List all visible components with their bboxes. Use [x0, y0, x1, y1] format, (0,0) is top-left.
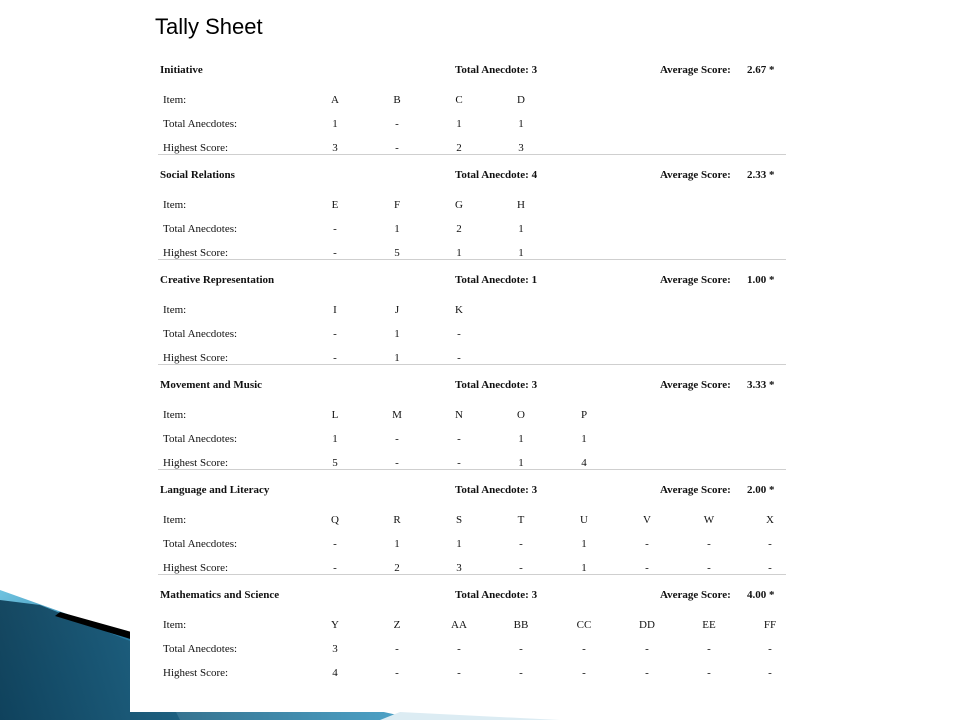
average-score-label: Average Score:	[660, 169, 731, 181]
total-anecdotes-row-cell: 2	[456, 223, 462, 235]
highest-score-row-cell: -	[333, 352, 337, 364]
section-name: Mathematics and Science	[160, 589, 280, 601]
average-score-label: Average Score:	[660, 589, 731, 601]
total-anecdotes-row-cell: 1	[581, 538, 587, 550]
total-anecdote-header: Total Anecdote: 3	[455, 589, 538, 601]
item-row-cell: F	[393, 199, 401, 211]
total-anecdotes-row-label: Total Anecdotes:	[163, 118, 238, 130]
total-anecdotes-row-label: Total Anecdotes:	[163, 433, 238, 445]
wave-shape-pale	[380, 712, 560, 720]
section-divider	[158, 259, 786, 260]
total-anecdotes-row-cell: 3	[332, 643, 338, 655]
total-anecdotes-row-cell: -	[519, 643, 523, 655]
item-row-cell: G	[455, 199, 463, 211]
average-score-value: 3.33 *	[747, 379, 775, 391]
item-row-cell: I	[333, 304, 337, 316]
item-row-cell: L	[331, 409, 339, 421]
total-anecdotes-row-cell: 1	[456, 118, 462, 130]
item-row-cell: D	[517, 94, 525, 106]
item-row-cell: Q	[331, 514, 339, 526]
highest-score-row-cell: 3	[456, 562, 462, 574]
total-anecdotes-row-cell: -	[645, 643, 649, 655]
highest-score-row-cell: -	[768, 562, 772, 574]
item-row-cell: K	[455, 304, 463, 316]
total-anecdotes-row-cell: 1	[518, 118, 524, 130]
item-row-cell: AA	[451, 619, 467, 631]
total-anecdote-header: Total Anecdote: 1	[455, 274, 538, 286]
highest-score-row-cell: -	[768, 667, 772, 679]
item-row-label: Item:	[163, 409, 187, 421]
highest-score-row-cell: 1	[518, 247, 524, 259]
total-anecdotes-row-cell: 1	[332, 433, 338, 445]
tally-sheet	[130, 44, 815, 712]
tally-section	[130, 474, 815, 579]
total-anecdote-header: Total Anecdote: 3	[455, 64, 538, 76]
item-row-cell: FF	[763, 619, 777, 631]
total-anecdotes-row-cell: -	[457, 328, 461, 340]
highest-score-row-cell: -	[333, 562, 337, 574]
total-anecdotes-row-cell: 1	[518, 433, 524, 445]
highest-score-row-cell: -	[707, 667, 711, 679]
average-score-label: Average Score:	[660, 274, 731, 286]
item-row-cell: N	[455, 409, 463, 421]
total-anecdotes-row-cell: -	[457, 433, 461, 445]
item-row-cell: B	[393, 94, 401, 106]
item-row-cell: P	[580, 409, 588, 421]
highest-score-row-cell: 5	[332, 457, 338, 469]
highest-score-row-cell: 3	[518, 142, 524, 154]
highest-score-row-cell: -	[395, 667, 399, 679]
highest-score-row-cell: -	[457, 667, 461, 679]
total-anecdotes-row-cell: -	[395, 433, 399, 445]
highest-score-row-label: Highest Score:	[163, 562, 229, 574]
total-anecdotes-row-label: Total Anecdotes:	[163, 328, 238, 340]
item-row-label: Item:	[163, 199, 187, 211]
item-row-cell: S	[455, 514, 463, 526]
section-divider	[158, 154, 786, 155]
highest-score-row-cell: -	[582, 667, 586, 679]
item-row-cell: EE	[702, 619, 716, 631]
average-score-value: 2.00 *	[747, 484, 775, 496]
tally-section	[130, 369, 815, 474]
highest-score-row-cell: -	[519, 562, 523, 574]
item-row-cell: E	[331, 199, 339, 211]
highest-score-row-label: Highest Score:	[163, 457, 229, 469]
highest-score-row-cell: 1	[581, 562, 587, 574]
item-row-cell: J	[394, 304, 400, 316]
item-row-cell: V	[643, 514, 651, 526]
highest-score-row-label: Highest Score:	[163, 667, 229, 679]
total-anecdotes-row-cell: 1	[518, 223, 524, 235]
item-row-cell: M	[392, 409, 402, 421]
highest-score-row-label: Highest Score:	[163, 352, 229, 364]
highest-score-row-cell: -	[333, 247, 337, 259]
total-anecdotes-row-cell: -	[333, 223, 337, 235]
item-row-label: Item:	[163, 514, 187, 526]
highest-score-row-cell: -	[519, 667, 523, 679]
total-anecdotes-row-cell: 1	[394, 538, 400, 550]
item-row-cell: A	[331, 94, 339, 106]
slide-title: Tally Sheet	[155, 14, 263, 39]
section-name: Language and Literacy	[160, 484, 270, 496]
highest-score-row-label: Highest Score:	[163, 142, 229, 154]
total-anecdotes-row-cell: -	[768, 538, 772, 550]
highest-score-row-cell: 1	[456, 247, 462, 259]
tally-section	[130, 579, 815, 684]
tally-section	[130, 159, 815, 264]
section-divider	[158, 469, 786, 470]
total-anecdotes-row-label: Total Anecdotes:	[163, 223, 238, 235]
average-score-value: 1.00 *	[747, 274, 775, 286]
total-anecdotes-row-cell: 1	[456, 538, 462, 550]
total-anecdotes-row-label: Total Anecdotes:	[163, 538, 238, 550]
highest-score-row-cell: 5	[394, 247, 400, 259]
total-anecdotes-row-cell: -	[395, 643, 399, 655]
item-row-cell: U	[580, 514, 588, 526]
total-anecdotes-row-cell: -	[707, 538, 711, 550]
item-row-cell: T	[517, 514, 525, 526]
section-name: Movement and Music	[160, 379, 263, 391]
highest-score-row-cell: -	[645, 562, 649, 574]
highest-score-row-cell: 1	[394, 352, 400, 364]
section-name: Initiative	[160, 64, 203, 76]
item-row-cell: Y	[331, 619, 339, 631]
item-row-cell: CC	[576, 619, 592, 631]
total-anecdotes-row-label: Total Anecdotes:	[163, 643, 238, 655]
tally-section	[130, 264, 815, 369]
item-row-label: Item:	[163, 304, 187, 316]
highest-score-row-cell: -	[457, 457, 461, 469]
section-divider	[158, 574, 786, 575]
highest-score-row-cell: 1	[518, 457, 524, 469]
total-anecdotes-row-cell: -	[333, 328, 337, 340]
item-row-cell: R	[393, 514, 401, 526]
average-score-value: 2.33 *	[747, 169, 775, 181]
average-score-label: Average Score:	[660, 64, 731, 76]
total-anecdotes-row-cell: -	[457, 643, 461, 655]
total-anecdotes-row-cell: -	[707, 643, 711, 655]
item-row-cell: H	[517, 199, 525, 211]
total-anecdotes-row-cell: -	[395, 118, 399, 130]
item-row-label: Item:	[163, 94, 187, 106]
highest-score-row-cell: 2	[394, 562, 400, 574]
highest-score-row-cell: -	[707, 562, 711, 574]
highest-score-row-cell: 4	[332, 667, 338, 679]
highest-score-row-cell: -	[395, 142, 399, 154]
item-row-cell: C	[455, 94, 463, 106]
section-divider	[158, 364, 786, 365]
total-anecdotes-row-cell: 1	[394, 328, 400, 340]
tally-section	[130, 54, 815, 159]
total-anecdote-header: Total Anecdote: 4	[455, 169, 538, 181]
total-anecdote-header: Total Anecdote: 3	[455, 484, 538, 496]
total-anecdotes-row-cell: 1	[332, 118, 338, 130]
highest-score-row-cell: -	[457, 352, 461, 364]
total-anecdotes-row-cell: 1	[394, 223, 400, 235]
total-anecdotes-row-cell: -	[519, 538, 523, 550]
average-score-value: 4.00 *	[747, 589, 775, 601]
highest-score-row-cell: -	[395, 457, 399, 469]
highest-score-row-label: Highest Score:	[163, 247, 229, 259]
item-row-cell: W	[703, 514, 715, 526]
item-row-cell: Z	[393, 619, 401, 631]
highest-score-row-cell: 3	[332, 142, 338, 154]
section-name: Social Relations	[160, 169, 235, 181]
highest-score-row-cell: 2	[456, 142, 462, 154]
highest-score-row-cell: -	[645, 667, 649, 679]
average-score-value: 2.67 *	[747, 64, 775, 76]
section-name: Creative Representation	[160, 274, 275, 286]
total-anecdotes-row-cell: -	[645, 538, 649, 550]
item-row-label: Item:	[163, 619, 187, 631]
item-row-cell: O	[517, 409, 525, 421]
item-row-cell: BB	[513, 619, 529, 631]
total-anecdotes-row-cell: -	[333, 538, 337, 550]
total-anecdotes-row-cell: 1	[581, 433, 587, 445]
total-anecdotes-row-cell: -	[582, 643, 586, 655]
item-row-cell: X	[766, 514, 774, 526]
total-anecdote-header: Total Anecdote: 3	[455, 379, 538, 391]
average-score-label: Average Score:	[660, 379, 731, 391]
average-score-label: Average Score:	[660, 484, 731, 496]
total-anecdotes-row-cell: -	[768, 643, 772, 655]
item-row-cell: DD	[639, 619, 655, 631]
highest-score-row-cell: 4	[581, 457, 587, 469]
